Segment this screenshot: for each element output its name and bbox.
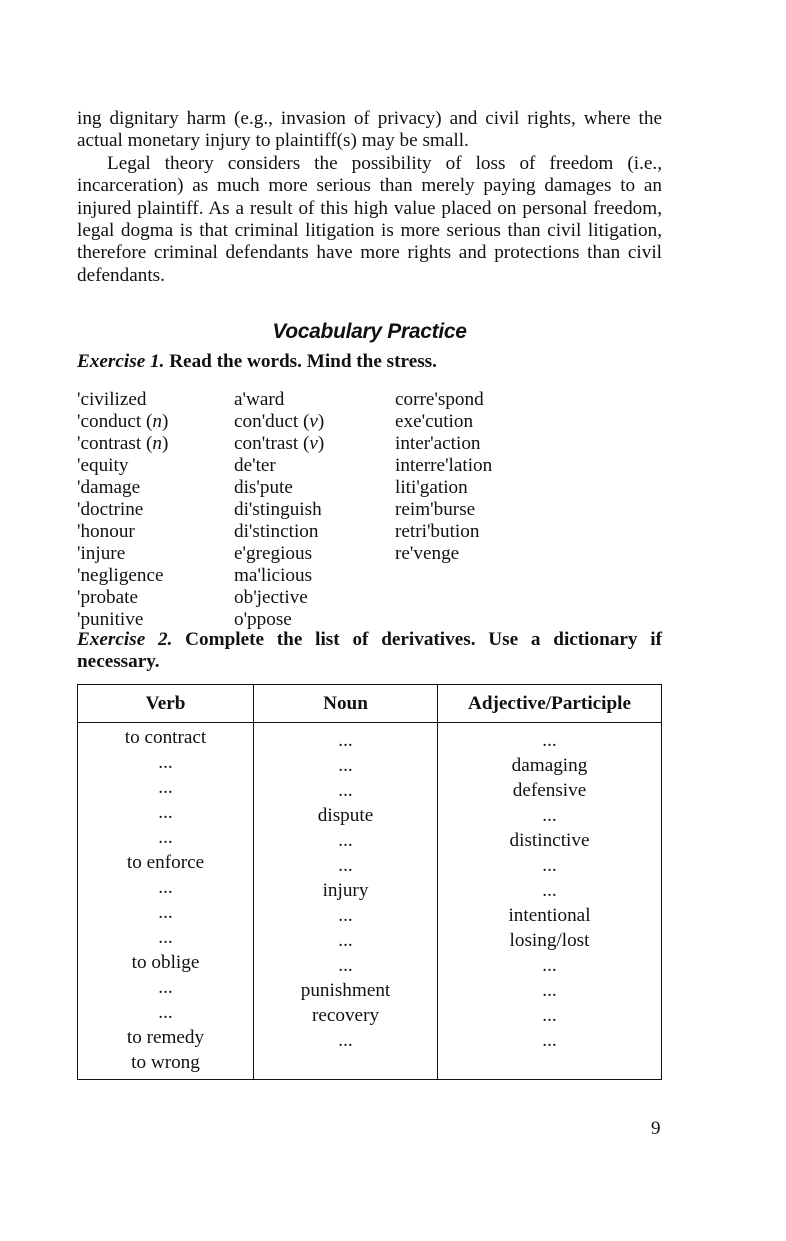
stress-word-text: e'gregious [234, 542, 313, 564]
exercise-2-instruction: Complete the list of derivatives. Use a dictionary if necessary. [77, 628, 662, 673]
stress-word-text: liti'gation [395, 476, 468, 498]
verb-cell: ... [158, 752, 173, 774]
stress-word [395, 543, 492, 565]
stress-word-text: 'punitive [77, 608, 144, 630]
stress-word [395, 499, 492, 521]
adjective-cell: ... [542, 1030, 557, 1052]
verb-cell: ... [158, 927, 173, 949]
exercise-1-heading [77, 351, 662, 374]
stress-word: 'conduct (n) [77, 410, 169, 432]
stress-word [77, 455, 168, 477]
stress-word-text: a'ward [234, 388, 285, 410]
noun-cell: ... [338, 780, 353, 802]
stress-word-text: 'negligence [77, 564, 164, 586]
stress-word-text: 'probate [77, 586, 138, 608]
noun-cell: ... [338, 730, 353, 752]
stress-word-text: corre'spond [395, 388, 484, 410]
stress-word-text: dis'pute [234, 476, 293, 498]
adjective-cell: defensive [512, 780, 587, 802]
adjective-cell: distinctive [509, 830, 590, 852]
stress-word [234, 499, 324, 521]
part-of-speech: v [309, 410, 318, 432]
stress-word: con'trast (v) [234, 432, 325, 454]
stress-word [234, 565, 324, 587]
stress-word-text: retri'bution [395, 520, 480, 542]
verb-column [78, 723, 254, 1080]
stress-word [77, 587, 168, 609]
verb-cell: ... [158, 802, 173, 824]
verb-cell: ... [158, 877, 173, 899]
verb-cell: to contract [124, 727, 207, 749]
stress-word-text: exe'cution [395, 410, 474, 432]
adjective-cell: ... [542, 1005, 557, 1027]
verb-cell: ... [158, 777, 173, 799]
verb-cell: ... [158, 902, 173, 924]
stress-word-column-2 [234, 389, 324, 631]
stress-word-text: di'stinction [234, 520, 319, 542]
verb-cell: to remedy [126, 1027, 205, 1049]
adjective-cell: losing/lost [509, 930, 590, 952]
stress-word [395, 521, 492, 543]
header-verb: Verb [78, 685, 254, 723]
stress-word [77, 543, 168, 565]
stress-word-text: con'trast [234, 432, 299, 454]
stress-word [234, 543, 324, 565]
stress-word-text: 'conduct [77, 410, 142, 432]
stress-word [77, 499, 168, 521]
stress-word [234, 521, 324, 543]
noun-column [254, 723, 438, 1080]
stress-word [77, 609, 168, 631]
part-of-speech: n [152, 410, 162, 432]
exercise-1-instruction: Read the words. Mind the stress. [169, 351, 437, 373]
stress-word [395, 411, 492, 433]
derivatives-table [77, 684, 662, 1080]
adjective-cell: ... [542, 805, 557, 827]
verb-cell: to wrong [131, 1052, 200, 1074]
stress-word-text: re'venge [395, 542, 460, 564]
adjective-cell: ... [542, 730, 557, 752]
page-content [77, 108, 662, 1080]
stress-word [395, 455, 492, 477]
stress-word-text: ob'jective [234, 586, 308, 608]
table-body-row [78, 723, 662, 1080]
stress-word-text: 'damage [77, 476, 141, 498]
adjective-cell: damaging [511, 755, 588, 777]
verb-cell: ... [158, 1002, 173, 1024]
part-of-speech: v [309, 432, 318, 454]
part-of-speech: n [152, 432, 162, 454]
stress-word-text: con'duct [234, 410, 299, 432]
stress-word [77, 521, 168, 543]
adjective-cell: intentional [508, 905, 591, 927]
noun-cell: ... [338, 955, 353, 977]
exercise-2-label: Exercise 2. [77, 628, 173, 650]
adjective-cell: ... [542, 955, 557, 977]
verb-cell: ... [158, 827, 173, 849]
header-adjective: Adjective/Participle [438, 685, 662, 723]
stress-word [234, 587, 324, 609]
stress-word [77, 477, 168, 499]
stress-word-text: 'injure [77, 542, 126, 564]
noun-cell: ... [338, 1030, 353, 1052]
stress-word-text: ma'licious [234, 564, 313, 586]
stress-word-text: 'honour [77, 520, 135, 542]
stress-word-column-3 [395, 389, 492, 565]
stress-word-text: de'ter [234, 454, 276, 476]
noun-cell: punishment [300, 980, 391, 1002]
stress-word [77, 389, 168, 411]
exercise-1-label: Exercise 1. [77, 351, 165, 373]
noun-cell: ... [338, 905, 353, 927]
noun-cell: dispute [317, 805, 374, 827]
paragraph-legal-theory: Legal theory considers the possibility of loss of freedom (i.e., incarceration) as much more serious than merely paying damages to an injured plaintiff. As a result of this high value placed on personal freedom, legal dogma is that criminal litigation is more serious than civil litigation, therefore criminal defendants have more rights and protections than civil defendants. [77, 152, 662, 286]
stress-word-text: interre'lation [395, 454, 493, 476]
stress-word [234, 477, 324, 499]
noun-cell: ... [338, 755, 353, 777]
stress-word-text: 'contrast [77, 432, 142, 454]
section-title: Vocabulary Practice [272, 320, 467, 344]
stress-word-text: 'equity [77, 454, 129, 476]
adjective-cell: ... [542, 880, 557, 902]
stress-word [234, 609, 324, 631]
adjective-cell: ... [542, 980, 557, 1002]
stress-word [234, 389, 324, 411]
table-header-row [78, 685, 662, 723]
verb-cell: to enforce [126, 852, 205, 874]
noun-cell: ... [338, 830, 353, 852]
header-noun: Noun [254, 685, 438, 723]
stress-word [395, 477, 492, 499]
paragraph-continuation: ing dignitary harm (e.g., invasion of privacy) and civil rights, where the actual monetary injury to plaintiff(s) may be small. [77, 108, 662, 152]
page-number: 9 [651, 1118, 661, 1139]
noun-cell: injury [322, 880, 369, 902]
stress-word [77, 565, 168, 587]
stress-word-column-1 [77, 389, 168, 631]
stress-word [395, 433, 492, 455]
noun-cell: ... [338, 855, 353, 877]
stress-word [395, 389, 492, 411]
stress-word-text: inter'action [395, 432, 481, 454]
stress-word-text: 'civilized [77, 388, 147, 410]
noun-cell: recovery [311, 1005, 380, 1027]
adjective-cell: ... [542, 855, 557, 877]
stress-word-text: reim'burse [395, 498, 476, 520]
exercise-2-heading [77, 629, 662, 674]
stress-word: 'contrast (n) [77, 432, 169, 454]
stress-word-text: 'doctrine [77, 498, 144, 520]
stress-word [234, 455, 324, 477]
stress-word-list [77, 388, 662, 630]
adjective-column [438, 723, 662, 1080]
noun-cell: ... [338, 930, 353, 952]
stress-word-text: di'stinguish [234, 498, 322, 520]
verb-cell: ... [158, 977, 173, 999]
stress-word-text: o'ppose [234, 608, 292, 630]
stress-word: con'duct (v) [234, 410, 325, 432]
verb-cell: to oblige [131, 952, 200, 974]
